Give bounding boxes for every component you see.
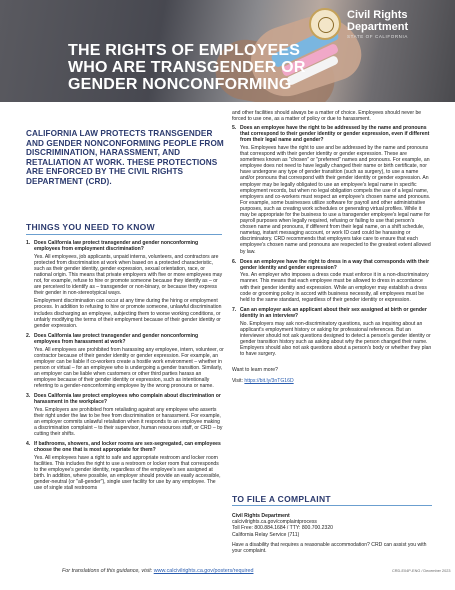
question-number: 3. — [26, 393, 31, 400]
footer-text: For translations of this guidance, visit: — [62, 568, 154, 574]
question-text: Does California law protect employees who complain about discrimination or harassment in the workplace? — [34, 393, 221, 406]
answer-paragraph: Yes. Employers are prohibited from retaliating against any employee who asserts their right under the law to be free from discrimination or harassment. For example, an employer commits unlawful retaliation when it responds to an employee making a discrimination complaint – to their supervisor, human resources staff, or CRD – by cutting their shifts. — [34, 406, 223, 438]
question-number: 1. — [26, 240, 31, 246]
question-text: Does California law protect transgender and gender nonconforming employees from employment discrimination? — [34, 240, 199, 253]
question-number: 4. — [26, 441, 31, 448]
learn-more — [232, 367, 432, 384]
answer-body — [232, 272, 432, 302]
question-item — [232, 125, 432, 254]
title-line: WHO ARE TRANSGENDER OR — [68, 59, 306, 76]
header-banner — [0, 0, 455, 102]
continued-text: and other facilities should always be a matter of choice. Employees should never be forced to use one, as a matter of policy or due to harassment. — [232, 110, 422, 123]
crd-logo — [309, 8, 455, 44]
answer-body — [232, 321, 432, 358]
question-number: 7. — [232, 306, 237, 313]
question-item — [26, 240, 224, 329]
divider — [26, 234, 222, 235]
complaint-heading: TO FILE A COMPLAINT — [232, 494, 331, 504]
logo-text: Civil Rights — [347, 9, 408, 21]
state-seal-icon — [309, 8, 341, 40]
question-text: Does an employee have the right to dress in a way that corresponds with their gender identity and gender expression? — [240, 258, 430, 271]
learn-more-label: Want to learn more? — [232, 367, 278, 374]
question-item — [232, 259, 432, 303]
question-text: If bathrooms, showers, and locker rooms are sex-segregated, can employees choose the one that is most appropriate for them? — [34, 441, 221, 454]
question-text: Can an employer ask an applicant about their sex assigned at birth or gender identity in an interview? — [240, 306, 427, 319]
question-number: 5. — [232, 125, 237, 132]
question-text: Does California law protect transgender and gender nonconforming employees from harassment at work? — [34, 332, 199, 345]
answer-paragraph: Yes. All employees have a right to safe and appropriate restroom and locker room facilities. This includes the right to use a restroom or locker room that corresponds to the employee's gender identity, regardless of the employee's sex assigned at birth. In addition, where possible, an employer should provide an easily accessible, gender-neutral (or "all-gender"), single user facility for use by any employee. The use of single stall restrooms — [34, 455, 221, 492]
answer-body — [26, 455, 224, 492]
accommodation-note: Have a disability that requires a reasonable accommodation? CRD can assist you with your complaint. — [232, 541, 427, 555]
question-heading — [232, 307, 432, 319]
answer-paragraph: Yes. An employer who imposes a dress code must enforce it in a non-discriminatory manner. This means that each employee must be allowed to dress in accordance with their gender identity and expression. While an employer may establish a dress code or grooming policy in accord with business necessity, all employees must be held to the same standard, regardless of their gender identity or expression. — [240, 272, 429, 303]
title-line: GENDER NONCONFORMING — [68, 76, 292, 93]
answer-paragraph: Yes. All employees are prohibited from harassing any employee, intern, volunteer, or contractor because of their gender identity or gender expression. For example, an employer can be liable if co-workers create a hostile work environment – whether in person or virtual – for an employee who is undergoing a gender transition. Similarly, an employer can be liable when customers or other third parties harass an employee because of their gender identity or expression, such as intentionally referring to a gender-nonconforming employee by the wrong pronouns or name. — [34, 346, 224, 390]
question-number: 6. — [232, 258, 237, 265]
complaint-relay: California Relay Service (711) — [232, 531, 300, 538]
complaint-org: Civil Rights Department — [232, 513, 290, 519]
answer-paragraph: Yes. Employees have the right to use and be addressed by the name and pronouns that correspond with their gender identity or gender expression. These are sometimes known as "chosen" or "preferred" names and pronouns. For example, an employee does not need to have legally changed their name or birth certificate, nor have undergone any type of gender transition (such as surgery), to use a name and/or pronouns that correspond with their gender identity or gender expression. An employer may be legally obligated to use an employee's legal name in specific employment records, but when no legal obligation compels the use of a legal name, employers and co-workers must respect an employee's chosen name and pronouns. For example, some businesses utilize software for payroll and other administrative purposes, such as creating work schedules or generating virtual profiles. While it may be appropriate for the business to use a transgender employee's legal name for payroll purposes when legally required, refusing or failing to use that person's chosen name and pronouns, if different from their legal name, on a shift schedule, nametag, instant messaging account, or work ID card could be harassing or discriminatory. CRD recommends that employers take care to ensure that each employee's chosen name and pronouns are respected to the greatest extent allowed by law. — [240, 144, 431, 255]
intro-statement: CALIFORNIA LAW PROTECTS TRANSGENDER AND GENDER NONCONFORMING PEOPLE FROM DISCRIMINATION, HARASSMENT, AND RETALIATION AT WORK. THESE PROTECTIONS ARE ENFORCED BY THE CIVIL RIGHTS DEPARTMENT (CRD). — [26, 129, 224, 186]
question-heading — [26, 333, 224, 345]
translations-link[interactable]: www.calcivilrights.ca.gov/posters/required — [153, 568, 254, 574]
questions-right — [232, 125, 432, 357]
question-item — [232, 307, 432, 357]
answer-body — [26, 407, 224, 437]
questions-left — [26, 240, 224, 496]
logo-text: Department — [347, 21, 409, 33]
answer-body — [232, 145, 432, 255]
things-heading: THINGS YOU NEED TO KNOW — [26, 222, 155, 232]
question-text: Does an employee have the right to be addressed by the name and pronouns that correspond to their gender identity or gender expression, even if different from their legal name and gender? — [240, 125, 430, 144]
divider — [232, 505, 432, 506]
complaint-info — [232, 513, 432, 554]
question-heading — [232, 125, 432, 143]
learn-more-link[interactable]: https://bit.ly/3nTG16D — [244, 378, 294, 385]
complaint-url[interactable]: calcivilrights.ca.gov/complaintprocess — [232, 519, 317, 526]
question-heading — [26, 393, 224, 405]
question-item — [26, 333, 224, 389]
visit-line — [232, 378, 432, 384]
document-code: CRD-E04P-ENG / December 2023 — [392, 569, 451, 573]
answer-body — [26, 254, 224, 329]
complaint-phone: Toll Free: 800.884.1684 / TTY: 800.700.2320 — [232, 525, 334, 532]
question-item — [26, 441, 224, 491]
answer-body — [26, 347, 224, 390]
question-number: 2. — [26, 332, 31, 339]
answer-paragraph: Yes. All employees, job applicants, unpaid interns, volunteers, and contractors are protected from discrimination at work when based on a protected characteristic, such as their gender identity, gender expression, sexual orientation, race, or national origin. This means that private employers with five or more employees may not, for example, refuse to hire or promote someone because they identify as – or are perceived to identify as – transgender or non-binary, or because they express their gender in non-stereotypical ways. — [34, 253, 223, 297]
footer-translation — [62, 568, 253, 574]
title-line: THE RIGHTS OF EMPLOYEES — [68, 42, 301, 59]
answer-paragraph: No. Employers may ask non-discriminatory questions, such as inquiring about an applicant's employment history or asking for professional references. But an interviewer should not ask questions designed to detect a person's gender identity or gender transition history such as asking about why the person changed their name. Employers should also not ask questions about a person's body or whether they plan to have surgery. — [240, 320, 432, 357]
question-heading — [26, 240, 224, 252]
answer-paragraph: Employment discrimination can occur at any time during the hiring or employment process. In addition to refusing to hire or promote someone, unlawful discrimination includes discharging an employee, subjecting them to worse working conditions, or unfairly modifying the terms of their employment because of their gender identity or gender expression. — [34, 298, 222, 329]
visit-label: Visit: — [232, 378, 245, 385]
question-heading — [232, 259, 432, 271]
question-item — [26, 393, 224, 437]
page-title — [68, 42, 306, 93]
logo-subtext: STATE OF CALIFORNIA — [347, 34, 408, 39]
question-heading — [26, 441, 224, 453]
questions-right-wrapper — [232, 110, 432, 384]
